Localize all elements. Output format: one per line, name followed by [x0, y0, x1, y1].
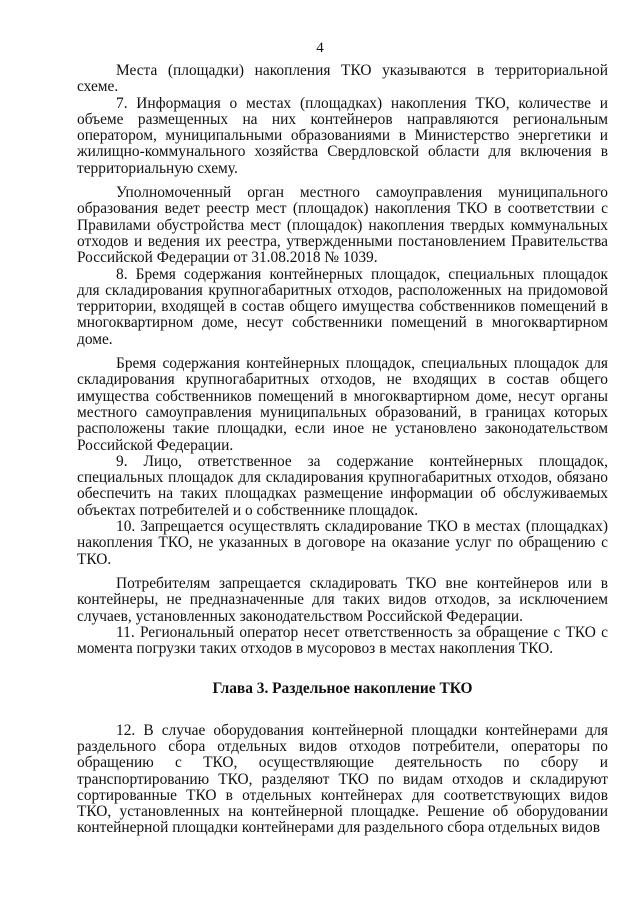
paragraph-11: 11. Региональный оператор несет ответственность за обращение с ТКО с момента погрузки таких отходов в мусоровоз в местах накопления ТКО.: [77, 623, 608, 658]
paragraph-12: 12. В случае оборудования контейнерной площадки контейнерами для раздельного сбора отдельных видов отходов потребители, операторы по обращению с ТКО, осуществляющие деятельность по сбору и транспортированию ТКО, разделяют ТКО по видам отходов и складируют сортированные ТКО в отдельных контейнерах для соответствующих видов ТКО, установленных на контейнерной площадке. Решение об оборудовании контейнерной площадки контейнерами для раздельного сбора отдельных видов: [77, 721, 608, 837]
chapter-heading: Глава 3. Раздельное накопление ТКО: [212, 680, 473, 698]
paragraph-territorial-scheme: Места (площадки) накопления ТКО указываются в территориальной схеме.: [77, 62, 608, 96]
paragraph-registry: Уполномоченный орган местного самоуправления муниципального образования ведет реестр мест (площадок) накопления ТКО в соответствии с Правилами обустройства мест (площадок) накопления твердых коммунальных отходов и ведения их реестра, утвержденными постановлением Правительства Российской Федерации от 31.08.2018 № 1039.: [77, 184, 608, 267]
paragraph-9: 9. Лицо, ответственное за содержание контейнерных площадок, специальных площадок для складирования крупногабаритных отходов, обязано обеспечить на таких площадках размещение информации об обслуживаемых объектах потребителей и о собственнике площадок.: [77, 452, 608, 519]
page-number: 4: [316, 40, 324, 56]
paragraph-10: 10. Запрещается осуществлять складирование ТКО в местах (площадках) накопления ТКО, не указанных в договоре на оказание услуг по обращению с ТКО.: [77, 518, 608, 568]
paragraph-8: 8. Бремя содержания контейнерных площадок, специальных площадок для складирования крупногабаритных отходов, расположенных на придомовой территории, входящей в состав общего имущества собственников помещений в многоквартирном доме, несут собственники помещений в многоквартирном доме.: [77, 265, 608, 348]
document-body: [77, 63, 608, 837]
paragraph-maintenance-burden: Бремя содержания контейнерных площадок, специальных площадок для складирования крупногабаритных отходов, не входящих в состав общего имущества собственников помещений в многоквартирном доме, несут органы местного самоуправления муниципальных образований, в границах которых расположены такие площадки, если иное не установлено законодательством Российской Федерации.: [77, 355, 608, 454]
paragraph-consumers-prohibition: Потребителям запрещается складировать ТКО вне контейнеров или в контейнеры, не предназначенные для таких видов отходов, за исключением случаев, установленных законодательством Российской Федерации.: [77, 574, 608, 625]
paragraph-7: 7. Информация о местах (площадках) накопления ТКО, количестве и объеме размещенных на них контейнеров направляются региональным оператором, муниципальными образованиями в Министерство энергетики и жилищно-коммунального хозяйства Свердловской области для включения в территориальную схему.: [77, 94, 608, 177]
